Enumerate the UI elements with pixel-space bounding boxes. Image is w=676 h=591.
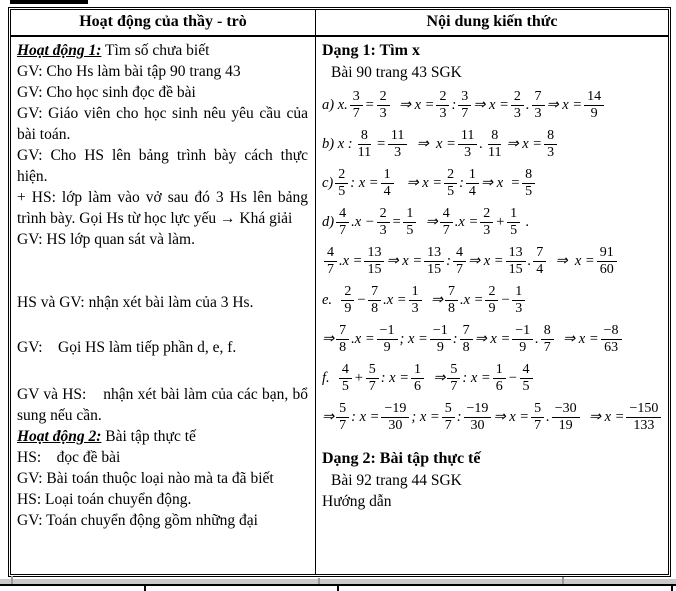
paragraph-text: Tìm số chưa biết (101, 42, 210, 59)
blank-space (17, 313, 308, 337)
fraction: $\frac{8}{11}$ (357, 127, 372, 160)
paragraph-text: GV: Bài toán thuộc loại nào mà ta đã biết (17, 470, 274, 487)
fraction: $\frac{2}{9}$ (341, 284, 354, 316)
math-text: ⇒ x = (473, 96, 509, 113)
paragraph-text: Bài tập thực tế (101, 428, 196, 445)
math-line (322, 88, 668, 122)
math-text: ⇒ x = (474, 330, 511, 347)
paragraph (17, 145, 308, 187)
math-line (322, 322, 668, 356)
lesson-plan-table (8, 7, 671, 577)
fraction: $\frac{4}{7}$ (324, 245, 337, 277)
fraction: $\frac{2}{3}$ (480, 206, 493, 238)
fraction: $\frac{1}{4}$ (381, 167, 394, 199)
math-text: ⇒ x = (409, 135, 456, 152)
fraction: $\frac{5}{7}$ (531, 401, 544, 433)
paragraph (17, 82, 308, 103)
paragraph-text: HS: Loại toán chuyển động. (17, 491, 192, 508)
fraction: $\frac{8}{11}$ (487, 127, 502, 160)
paragraph (17, 468, 308, 489)
math-text: : (451, 96, 457, 113)
fraction: $\frac{3}{7}$ (350, 89, 363, 121)
paragraph-text: GV: Giáo viên cho học sinh nêu yêu cầu của bài toán. (17, 105, 308, 143)
next-table-cell-border (671, 586, 673, 591)
math-text: : x = (380, 369, 410, 386)
math-text: .x = (339, 252, 363, 269)
fraction: $\frac{7}{8}$ (336, 323, 349, 355)
math-line (322, 127, 668, 161)
math-text: ⇒ x = (395, 174, 443, 191)
fraction: $\frac{7}{3}$ (532, 89, 545, 121)
math-text: : x = (462, 369, 491, 386)
paragraph-text: GV và HS: nhận xét bài làm của các bạn, bổ sung nếu cần. (17, 386, 308, 424)
math-text: + (353, 369, 364, 386)
table-header-row (11, 10, 668, 37)
math-line (322, 166, 668, 200)
paragraph (17, 40, 308, 61)
column-header-content: Nội dung kiến thức (426, 13, 558, 30)
fraction: $\frac{4}{7}$ (336, 206, 349, 238)
math-text: . (546, 408, 550, 425)
math-text: .x − (351, 213, 375, 230)
math-text: .x = (383, 291, 407, 308)
fraction: $\frac{1}{3}$ (512, 284, 525, 316)
fraction: $\frac{-19}{30}$ (381, 401, 409, 433)
fraction: $\frac{1}{6}$ (411, 362, 424, 394)
fraction: $\frac{2}{3}$ (377, 206, 390, 238)
paragraph (17, 61, 308, 82)
math-text: : x = (350, 174, 379, 191)
math-line (322, 205, 668, 239)
activity-heading: Hoạt động 2: (17, 428, 102, 445)
math-text: ⇒ (418, 213, 438, 230)
math-text: : (459, 174, 464, 191)
fraction: $\frac{7}{8}$ (368, 284, 381, 316)
math-text: .x = (351, 330, 375, 347)
math-text: . (479, 135, 483, 152)
fraction: $\frac{2}{5}$ (444, 167, 457, 199)
paragraph-text: GV: Toán chuyển động gồm những đại (17, 512, 258, 529)
math-text: . (525, 96, 530, 113)
paragraph (17, 447, 308, 468)
paragraph (17, 426, 308, 447)
math-text: ⇒ x = (555, 330, 599, 347)
fraction: $\frac{2}{5}$ (335, 167, 348, 199)
fraction: $\frac{-1}{9}$ (430, 323, 451, 355)
fraction: $\frac{5}{7}$ (336, 401, 349, 433)
paragraph-text: GV: Cho HS lên bảng trình bày cách thực hiện. (17, 147, 308, 185)
fraction: $\frac{4}{5}$ (339, 362, 352, 394)
paragraph-text: GV: Cho Hs làm bài tập 90 trang 43 (17, 63, 241, 80)
math-text: ⇒ x = (480, 174, 521, 191)
math-text: − (507, 369, 518, 386)
fraction: $\frac{14}{9}$ (584, 89, 604, 121)
paragraph-text: GV: Cho học sinh đọc đề bài (17, 84, 196, 101)
fraction: $\frac{1}{4}$ (466, 167, 479, 199)
math-line (322, 400, 668, 434)
math-text: ⇒ x = (391, 96, 435, 113)
fraction: $\frac{7}{4}$ (533, 245, 546, 277)
next-table-cell-border (144, 586, 146, 591)
math-text: ; x = (411, 408, 440, 425)
math-text: . (527, 252, 532, 269)
fraction: $\frac{5}{7}$ (447, 362, 460, 394)
math-text: ⇒ x = (467, 252, 504, 269)
fraction: $\frac{5}{7}$ (442, 401, 455, 433)
teacher-activities-cell (11, 37, 316, 574)
fraction: $\frac{1}{3}$ (409, 284, 422, 316)
fraction: $\frac{-1}{9}$ (512, 323, 533, 355)
fraction: $\frac{-19}{30}$ (464, 401, 492, 433)
math-text: ⇒ (426, 369, 446, 386)
section-heading: Dạng 2: Bài tập thực tế (322, 450, 481, 467)
text-line: Hướng dẫn (322, 493, 392, 510)
fraction: $\frac{4}{7}$ (440, 206, 453, 238)
paragraph (17, 489, 308, 510)
fraction: $\frac{91}{60}$ (597, 245, 617, 277)
fraction: $\frac{11}{3}$ (458, 128, 477, 160)
fraction: $\frac{2}{3}$ (377, 89, 390, 121)
math-text: ⇒ x = (581, 408, 625, 425)
math-text: .x = (460, 291, 484, 308)
fraction: $\frac{7}{8}$ (460, 323, 473, 355)
fraction: $\frac{13}{15}$ (506, 245, 526, 277)
paragraph-text: HS và GV: nhận xét bài làm của 3 Hs. (17, 294, 254, 311)
paragraph (17, 510, 308, 531)
fraction: $\frac{1}{5}$ (507, 206, 520, 238)
fraction: $\frac{13}{15}$ (364, 245, 384, 277)
math-text: ; x = (399, 330, 428, 347)
paragraph-text: + HS: lớp làm vào vở sau đó 3 Hs lên bảng trình bày. Gọi Hs từ học lực yếu → Khá giải (17, 189, 308, 227)
next-table-cell-border (337, 586, 339, 591)
math-text: = (364, 96, 375, 113)
math-text: − (356, 291, 367, 308)
fraction: $\frac{8}{3}$ (544, 128, 557, 160)
math-text: e. (322, 291, 340, 308)
math-text: ⇒ x = (493, 408, 530, 425)
activity-heading: Hoạt động 1: (17, 42, 102, 59)
math-text: c) (322, 174, 334, 191)
math-text: ⇒ x = (548, 252, 595, 269)
paragraph-text: HS: đọc đề bài (17, 449, 121, 466)
paragraph (17, 229, 308, 250)
math-text: ⇒ (322, 330, 335, 347)
blank-space (17, 250, 308, 292)
math-text: : (446, 252, 451, 269)
fraction: $\frac{1}{6}$ (493, 362, 506, 394)
math-text: : x = (351, 408, 380, 425)
math-text: b) x : (322, 135, 353, 152)
math-text: ⇒ (322, 408, 335, 425)
math-text: d) (322, 213, 335, 230)
fraction: $\frac{2}{3}$ (436, 89, 449, 121)
reference-line: Bài 92 trang 44 SGK (331, 472, 462, 489)
fraction: $\frac{2}{3}$ (511, 89, 524, 121)
fraction: $\frac{4}{5}$ (520, 362, 533, 394)
paragraph (17, 384, 308, 426)
math-line (322, 244, 668, 278)
paragraph-text: GV: HS lớp quan sát và làm. (17, 231, 195, 248)
fraction: $\frac{3}{7}$ (458, 89, 471, 121)
paragraph (17, 292, 308, 313)
math-text: ⇒ x = (386, 252, 423, 269)
fraction: $\frac{7}{8}$ (445, 284, 458, 316)
fraction: $\frac{11}{3}$ (388, 128, 407, 160)
math-line (322, 361, 668, 395)
paragraph-text: GV: Gọi HS làm tiếp phần d, e, f. (17, 339, 237, 356)
fraction: $\frac{5}{7}$ (366, 362, 379, 394)
knowledge-content-cell (316, 37, 668, 574)
math-text: .x = (454, 213, 479, 230)
top-rule (10, 0, 88, 4)
math-text: = (391, 213, 402, 230)
fraction: $\frac{-1}{9}$ (377, 323, 398, 355)
math-text: ⇒ x = (546, 96, 583, 113)
fraction: $\frac{8}{5}$ (522, 167, 535, 199)
paragraph (17, 187, 308, 229)
column-header-activities: Hoạt động của thầy - trò (11, 10, 316, 35)
math-text: . (535, 330, 539, 347)
fraction: $\frac{1}{5}$ (403, 206, 416, 238)
paragraph (17, 103, 308, 145)
math-text: − (500, 291, 511, 308)
math-text: . (522, 213, 530, 230)
math-line (322, 283, 668, 317)
math-text: ⇒ (423, 291, 443, 308)
fraction: $\frac{13}{15}$ (424, 245, 444, 277)
math-text: ⇒ x = (506, 135, 543, 152)
reference-line: Bài 90 trang 43 SGK (331, 64, 462, 81)
fraction: $\frac{8}{7}$ (541, 323, 554, 355)
math-text: : (452, 330, 458, 347)
section-heading: Dạng 1: Tìm x (322, 42, 420, 59)
math-text: : (456, 408, 462, 425)
math-text: = (376, 135, 386, 152)
math-text: f. (322, 369, 337, 386)
fraction: $\frac{-150}{133}$ (626, 401, 661, 433)
fraction: $\frac{2}{9}$ (485, 284, 498, 316)
paragraph (17, 337, 308, 358)
table-body-row (11, 37, 668, 574)
fraction: $\frac{-8}{63}$ (601, 323, 622, 355)
fraction: $\frac{4}{7}$ (453, 245, 466, 277)
blank-space (17, 358, 308, 384)
fraction: $\frac{-30}{19}$ (552, 401, 580, 433)
math-text: a) x. (322, 96, 348, 113)
math-text: + (495, 213, 506, 230)
